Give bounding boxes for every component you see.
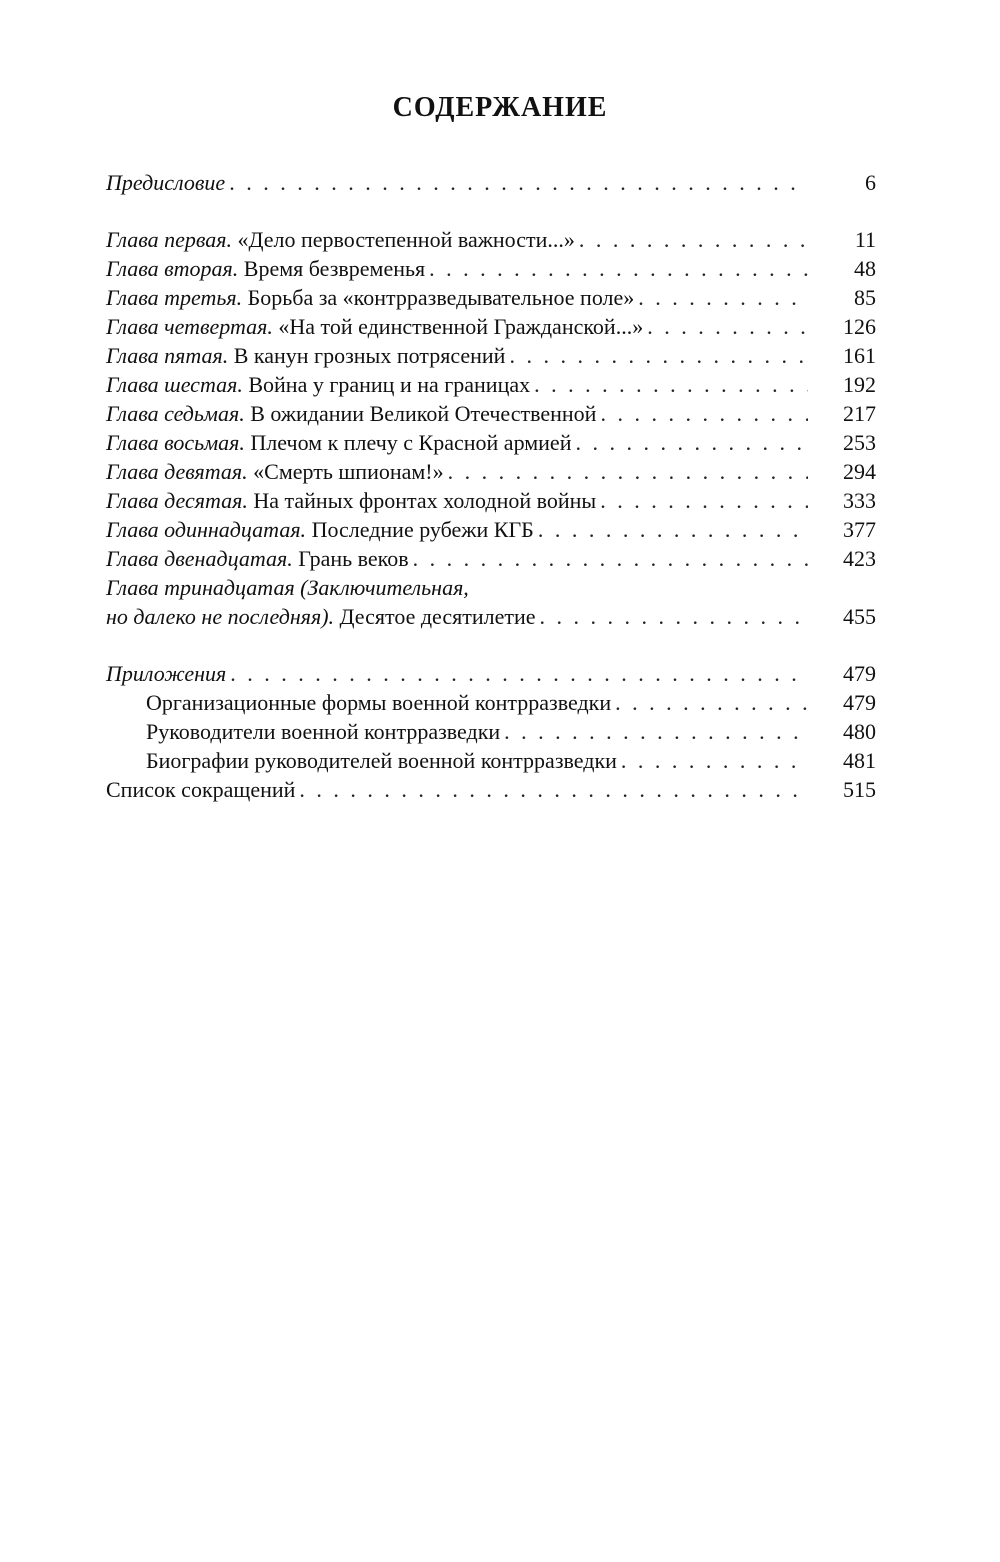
table-of-contents <box>106 168 876 804</box>
chapter-title: В ожидании Великой Отечественной <box>244 401 597 426</box>
toc-page-number: 455 <box>843 604 876 629</box>
toc-entry-chapter-5[interactable] <box>106 341 876 370</box>
leader-dots <box>538 515 808 544</box>
toc-entry-label: Руководители военной контрразведки <box>146 719 501 744</box>
toc-page-number: 192 <box>843 372 876 397</box>
toc-page-number: 481 <box>843 748 876 773</box>
toc-entry-appendix-item-2[interactable] <box>106 717 876 746</box>
toc-entry-chapter-9[interactable] <box>106 457 876 486</box>
toc-entry-appendix-item-3[interactable] <box>106 746 876 775</box>
toc-entry-chapter-10[interactable] <box>106 486 876 515</box>
leader-dots <box>429 254 808 283</box>
toc-page-number: 479 <box>843 661 876 686</box>
chapter-title: Десятое десятилетие <box>334 604 536 629</box>
chapter-prefix: Глава вторая. <box>106 256 239 281</box>
leader-dots <box>509 341 808 370</box>
toc-page-number: 161 <box>843 343 876 368</box>
chapter-prefix-cont: но далеко не последняя). <box>106 604 335 629</box>
toc-entry-chapter-7[interactable] <box>106 399 876 428</box>
toc-entry-label: Приложения <box>106 661 227 686</box>
chapter-prefix: Глава первая. <box>106 227 232 252</box>
chapter-title: Борьба за «контрразведывательное поле» <box>242 285 635 310</box>
toc-entry-appendix[interactable] <box>106 659 876 688</box>
chapter-prefix: Глава пятая. <box>106 343 229 368</box>
toc-page-number: 126 <box>843 314 876 339</box>
toc-entry-chapter-12[interactable] <box>106 544 876 573</box>
chapter-title: Плечом к плечу с Красной армией <box>244 430 572 455</box>
toc-page-number: 11 <box>854 227 876 252</box>
leader-dots <box>448 457 808 486</box>
chapter-title: «На той единственной Гражданской...» <box>272 314 644 339</box>
leader-dots <box>504 717 808 746</box>
toc-page-number: 294 <box>843 459 876 484</box>
leader-dots <box>638 283 808 312</box>
toc-page-number: 48 <box>854 256 876 281</box>
toc-entry-chapter-11[interactable] <box>106 515 876 544</box>
leader-dots <box>413 544 808 573</box>
toc-page-number: 333 <box>843 488 876 513</box>
chapter-title: На тайных фронтах холодной войны <box>247 488 597 513</box>
toc-entry-label: Список сокращений <box>106 777 296 802</box>
leader-dots <box>600 399 808 428</box>
toc-entry-chapter-1[interactable] <box>106 225 876 254</box>
chapter-prefix: Глава десятая. <box>106 488 248 513</box>
chapter-prefix: Глава девятая. <box>106 459 248 484</box>
leader-dots <box>299 775 808 804</box>
toc-entry-label: Биографии руководителей военной контрразведки <box>146 748 617 773</box>
leader-dots <box>575 428 808 457</box>
chapter-title: Грань веков <box>292 546 409 571</box>
chapter-prefix: Глава восьмая. <box>106 430 245 455</box>
toc-page-number: 479 <box>843 690 876 715</box>
leader-dots <box>615 688 808 717</box>
leader-dots <box>647 312 808 341</box>
leader-dots <box>230 659 808 688</box>
toc-entry-chapter-6[interactable] <box>106 370 876 399</box>
toc-page-number: 217 <box>843 401 876 426</box>
chapter-title: В канун грозных потрясений <box>228 343 506 368</box>
chapter-prefix: Глава шестая. <box>106 372 243 397</box>
chapter-title: «Дело первостепенной важности...» <box>232 227 575 252</box>
toc-entry-chapter-4[interactable] <box>106 312 876 341</box>
toc-page-number: 423 <box>843 546 876 571</box>
toc-entry-chapter-13-line2[interactable] <box>106 602 876 631</box>
leader-dots <box>534 370 808 399</box>
toc-page-number: 377 <box>843 517 876 542</box>
leader-dots <box>540 602 808 631</box>
toc-entry-chapter-3[interactable] <box>106 283 876 312</box>
leader-dots <box>229 168 808 197</box>
toc-entry-chapter-2[interactable] <box>106 254 876 283</box>
page-title: СОДЕРЖАНИЕ <box>392 92 608 123</box>
toc-page-number: 85 <box>854 285 876 310</box>
leader-dots <box>579 225 808 254</box>
toc-entry-chapter-13-line1[interactable] <box>106 573 876 602</box>
leader-dots <box>600 486 808 515</box>
chapter-prefix: Глава двенадцатая. <box>106 546 293 571</box>
chapter-prefix: Глава четвертая. <box>106 314 273 339</box>
chapter-title: Последние рубежи КГБ <box>306 517 534 542</box>
toc-page-number: 480 <box>843 719 876 744</box>
chapter-title: «Смерть шпионам!» <box>247 459 444 484</box>
chapter-title: Война у границ и на границах <box>242 372 531 397</box>
chapter-title: Время безвременья <box>238 256 426 281</box>
toc-entry-abbreviations[interactable] <box>106 775 876 804</box>
chapter-prefix: Глава третья. <box>106 285 243 310</box>
chapter-prefix: Глава седьмая. <box>106 401 245 426</box>
leader-dots <box>621 746 808 775</box>
toc-entry-preface[interactable] <box>106 168 876 197</box>
toc-page-number: 6 <box>865 170 876 195</box>
toc-entry-chapter-8[interactable] <box>106 428 876 457</box>
toc-entry-label: Организационные формы военной контрразведки <box>146 690 612 715</box>
toc-entry-appendix-item-1[interactable] <box>106 688 876 717</box>
chapter-prefix: Глава тринадцатая (Заключительная, <box>106 575 469 600</box>
toc-entry-label: Предисловие <box>106 170 226 195</box>
toc-page-number: 253 <box>843 430 876 455</box>
toc-page-number: 515 <box>843 777 876 802</box>
chapter-prefix: Глава одиннадцатая. <box>106 517 307 542</box>
